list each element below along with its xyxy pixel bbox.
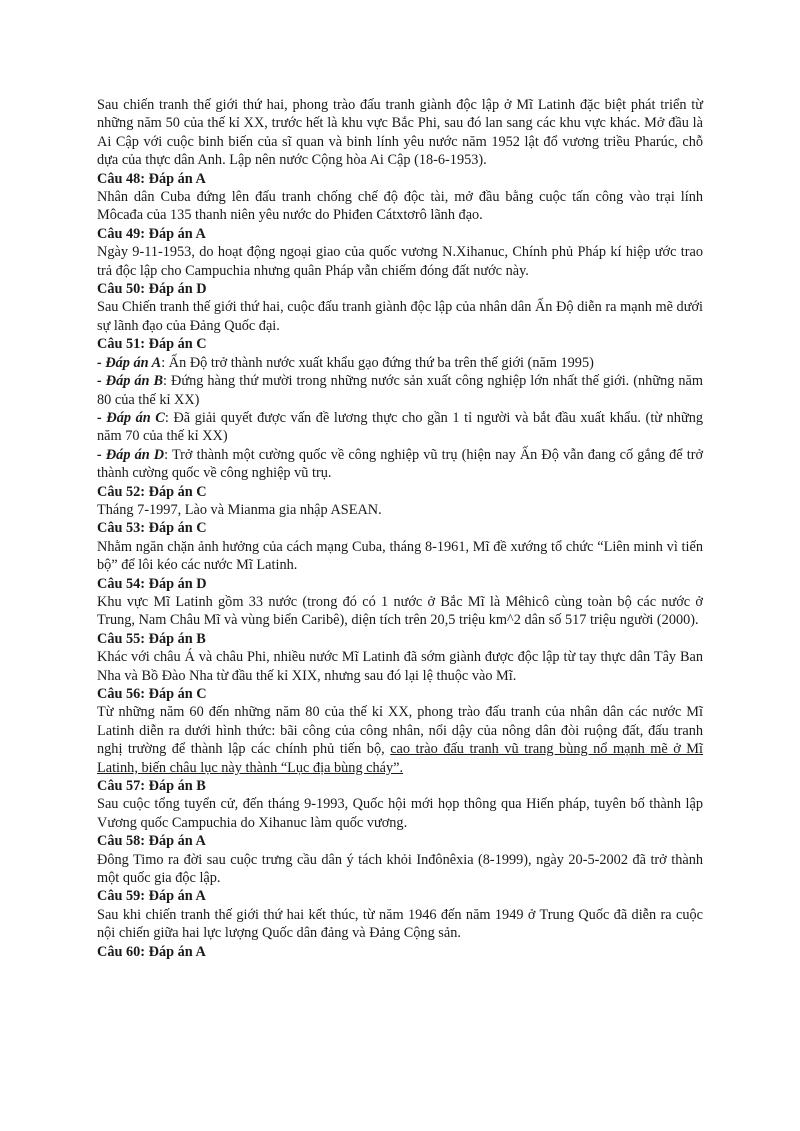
question-53-text: Nhằm ngăn chặn ảnh hưởng của cách mạng Cuba, tháng 8-1961, Mĩ đề xướng tổ chức “Liên minh vì tiến bộ” để lôi kéo các nước Mĩ Latinh. [97,538,703,574]
question-51-heading: Câu 51: Đáp án C [97,336,207,353]
option-d-label: - Đáp án D [97,446,165,463]
question-55-text: Khác với châu Á và châu Phi, nhiều nước Mĩ Latinh đã sớm giành được độc lập từ tay thực dân Tây Ban Nha và Bồ Đào Nha từ đầu thế kỉ XIX, nhưng sau đó lại lệ thuộc vào Mĩ. [97,649,703,684]
question-56-text [97,703,703,777]
question-52-text: Tháng 7-1997, Lào và Mianma gia nhập ASEAN. [97,501,382,518]
question-51-option-c [97,409,703,446]
question-59-heading: Câu 59: Đáp án A [97,888,206,905]
question-54-heading: Câu 54: Đáp án D [97,575,207,592]
question-55-heading: Câu 55: Đáp án B [97,630,206,647]
option-b-text: : Đứng hàng thứ mười trong những nước sản xuất công nghiệp lớn nhất thế giới. (những năm 80 của thế kỉ XX) [97,373,703,408]
question-56-underlined: cao trào đấu tranh vũ trang bùng nổ mạnh mẽ ở Mĩ Latinh, biến châu lục này thành “Lục địa bùng cháy”. [97,741,703,776]
question-50-heading: Câu 50: Đáp án D [97,281,207,298]
question-48-heading: Câu 48: Đáp án A [97,170,206,187]
option-a-label: - Đáp án A [97,354,162,371]
question-49-text: Ngày 9-11-1953, do hoạt động ngoại giao của quốc vương N.Xihanuc, Chính phủ Pháp kí hiệp ước trao trả độc lập cho Campuchia nhưng quân Pháp vẫn chiếm đóng đất nước này. [97,244,703,279]
question-52-heading: Câu 52: Đáp án C [97,483,207,500]
question-60-heading: Câu 60: Đáp án A [97,943,206,960]
question-56-body: Từ những năm 60 đến những năm 80 của thế kỉ XX, phong trào đấu tranh của nhân dân các nước Mĩ Latinh diễn ra dưới hình thức: bãi công của công nhân, nổi dậy của nông dân đòi ruộng đất, đấu tranh nghị trường để thành lập các chính phủ tiến bộ, [97,704,703,758]
question-51-option-a [97,354,703,372]
question-49-heading: Câu 49: Đáp án A [97,225,206,242]
question-51-option-d [97,446,703,483]
option-b-label: - Đáp án B [97,373,164,390]
question-58-text: Đông Timo ra đời sau cuộc trưng cầu dân ý tách khỏi Inđônêxia (8-1999), ngày 20-5-2002 đã trở thành một quốc gia độc lập. [97,851,703,887]
question-58-heading: Câu 58: Đáp án A [97,833,206,850]
document-page [97,96,703,961]
option-a-text: : Ấn Độ trở thành nước xuất khẩu gạo đứng thứ ba trên thế giới (năm 1995) [161,354,594,371]
question-57-text: Sau cuộc tổng tuyển cử, đến tháng 9-1993, Quốc hội mới họp thông qua Hiến pháp, tuyên bố thành lập Vương quốc Campuchia do Xihanuc làm quốc vương. [97,796,703,831]
question-51-option-b [97,372,703,409]
question-50-text: Sau Chiến tranh thế giới thứ hai, cuộc đấu tranh giành độc lập của nhân dân Ấn Độ diễn ra mạnh mẽ dưới sự lãnh đạo của Đảng Quốc đại. [97,299,703,334]
question-59-text: Sau khi chiến tranh thế giới thứ hai kết thúc, từ năm 1946 đến năm 1949 ở Trung Quốc đã diễn ra cuộc nội chiến giữa hai lực lượng Quốc dân đảng và Đảng Cộng sản. [97,906,703,942]
question-56-heading: Câu 56: Đáp án C [97,686,207,702]
option-c-text: : Đã giải quyết được vấn đề lương thực cho gần 1 tỉ người và bắt đầu xuất khẩu. (từ những năm 70 của thế kỉ XX) [97,409,703,445]
option-c-label: - Đáp án C [97,409,165,426]
question-57-heading: Câu 57: Đáp án B [97,778,206,795]
question-54-text: Khu vực Mĩ Latinh gồm 33 nước (trong đó có 1 nước ở Bắc Mĩ là Mêhicô cùng toàn bộ các nước ở Trung, Nam Châu Mĩ và vùng biển Caribê), diện tích trên 20,5 triệu km^2 dân số 517 triệu người (2000). [97,593,703,629]
option-d-text: : Trở thành một cường quốc về công nghiệp vũ trụ (hiện nay Ấn Độ vẫn đang cố gắng để trở thành cường quốc về công nghiệp vũ trụ. [97,446,704,482]
question-48-text: Nhân dân Cuba đứng lên đấu tranh chống chế độ độc tài, mở đầu bằng cuộc tấn công vào trại lính Môcađa của 135 thanh niên yêu nước do Phiđen Cátxtơrô lãnh đạo. [97,189,703,224]
intro-paragraph: Sau chiến tranh thế giới thứ hai, phong trào đấu tranh giành độc lập ở Mĩ Latinh đặc biệt phát triển từ những năm 50 của thế kỉ XX, trước hết là khu vực Bắc Phi, sau đó lan sang các khu vực khác. Mở đầu là Ai Cập với cuộc binh biến của sĩ quan và binh lính yêu nước năm 1952 lật đổ vương triều Pharúc, chỗ dựa của thực dân Anh. Lập nên nước Cộng hòa Ai Cập (18-6-1953). [97,97,703,169]
question-53-heading: Câu 53: Đáp án C [97,520,207,537]
